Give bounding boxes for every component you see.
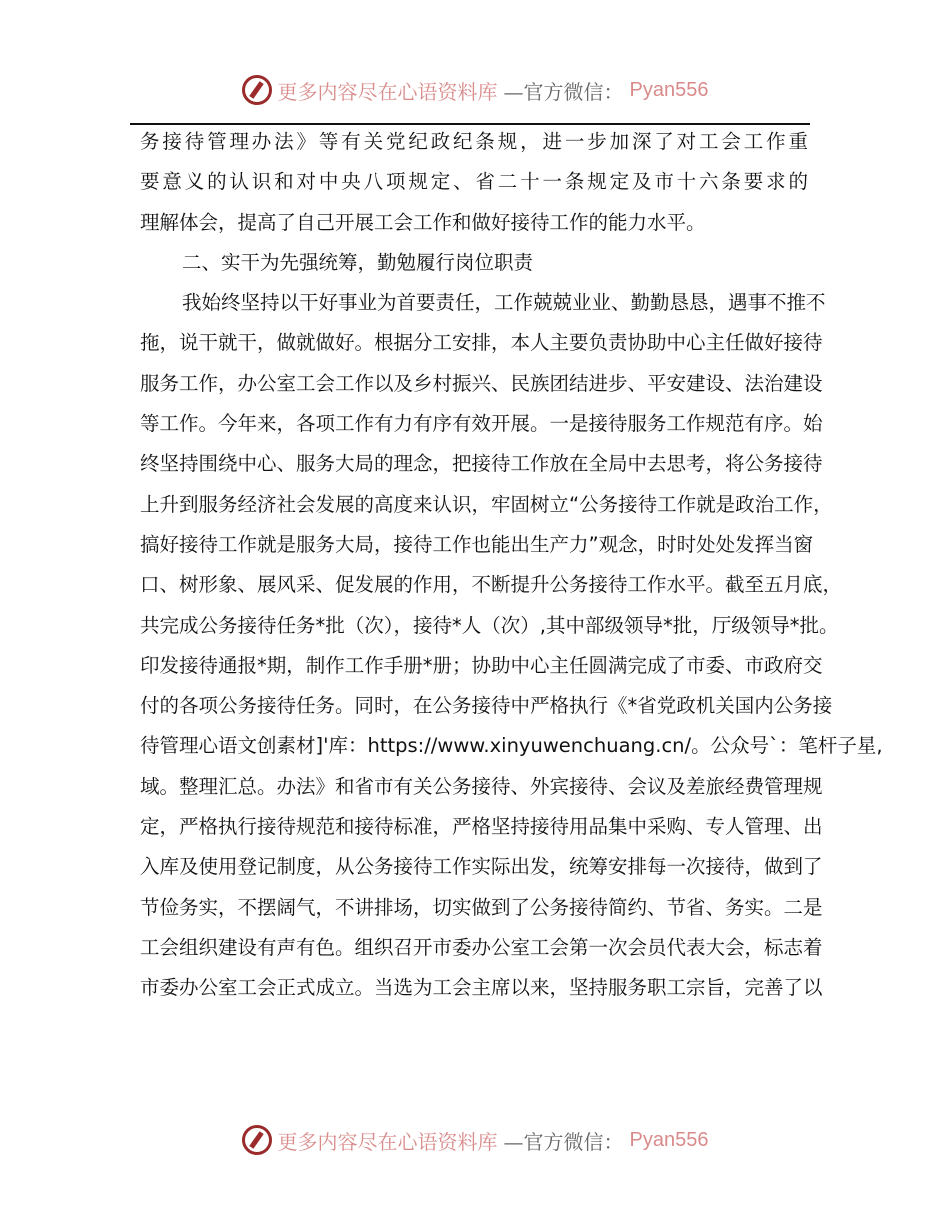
paragraph xyxy=(140,283,883,1008)
text-line: 定，严格执行接待规范和接待标准，严格坚持接待用品集中采购、专人管理、出 xyxy=(140,815,823,839)
text-line: 待管理心语文创素材]'库：https://www.xinyuwenchuang.cn/。公众号`：笔杆子星, xyxy=(140,734,883,758)
text-line: 务接待管理办法》等有关党纪政纪条规，进一步加深了对工会工作重 xyxy=(140,130,808,153)
pen-logo-icon xyxy=(242,1125,272,1155)
text-line: 市委办公室工会正式成立。当选为工会主席以来，坚持服务职工宗旨，完善了以 xyxy=(140,976,823,1000)
text-line: 等工作。今年来，各项工作有力有序有效开展。一是接待服务工作规范有序。始 xyxy=(140,412,823,436)
text-line: 拖，说干就干，做就做好。根据分工安排，本人主要负责协助中心主任做好接待 xyxy=(140,331,823,355)
watermark-dash: —官方微信： xyxy=(503,79,624,104)
text-line: 服务工作，办公室工会工作以及乡村振兴、民族团结进步、平安建设、法治建设 xyxy=(140,371,823,395)
text-line: 理解体会，提高了自己开展工会工作和做好接待工作的能力水平。 xyxy=(140,210,706,234)
text-line: 工会组织建设有声有色。组织召开市委办公室工会第一次会员代表大会，标志着 xyxy=(140,935,823,959)
footer-watermark xyxy=(0,1120,950,1160)
text-line: 域。整理汇总。办法》和省市有关公务接待、外宾接待、会议及差旅经费管理规 xyxy=(140,774,823,798)
watermark-wechat: Pyan556 xyxy=(629,78,709,101)
text-line: 要意义的认识和对中央八项规定、省二十一条规定及市十六条要求的 xyxy=(140,170,808,194)
watermark-wechat: Pyan556 xyxy=(629,1128,709,1151)
text-line: 节俭务实，不摆阔气，不讲排场，切实做到了公务接待简约、节省、务实。二是 xyxy=(140,895,823,919)
section-heading: 二、实干为先强统筹，勤勉履行岗位职责 xyxy=(182,250,534,274)
text-line: 口、树形象、展风采、促发展的作用，不断提升公务接待工作水平。截至五月底， xyxy=(140,573,843,597)
text-line: 入库及使用登记制度，从公务接待工作实际出发，统筹安排每一次接待，做到了 xyxy=(140,855,823,879)
watermark-site: 更多内容尽在心语资料库 xyxy=(277,79,498,104)
watermark-site: 更多内容尽在心语资料库 xyxy=(277,1129,498,1154)
text-line: 我始终坚持以干好事业为首要责任，工作兢兢业业、勤勤恳恳，遇事不推不 xyxy=(182,291,826,315)
text-line: 共完成公务接待任务*批（次），接待*人（次）,其中部级领导*批，厅级领导*批。 xyxy=(140,613,839,637)
text-line: 搞好接待工作就是服务大局，接待工作也能出生产力”观念，时时处处发挥当窗 xyxy=(140,532,814,556)
text-line: 印发接待通报*期，制作工作手册*册；协助中心主任圆满完成了市委、市政府交 xyxy=(140,653,823,677)
watermark-dash: —官方微信： xyxy=(503,1129,624,1154)
pen-logo-icon xyxy=(242,75,272,105)
text-line: 付的各项公务接待任务。同时，在公务接待中严格执行《*省党政机关国内公务接 xyxy=(140,694,833,718)
header-watermark xyxy=(0,70,950,110)
text-line: 终坚持围绕中心、服务大局的理念，把接待工作放在全局中去思考，将公务接待 xyxy=(140,452,823,476)
text-line: 上升到服务经济社会发展的高度来认识，牢固树立“公务接待工作就是政治工作， xyxy=(140,492,833,516)
document-body xyxy=(140,122,883,1009)
